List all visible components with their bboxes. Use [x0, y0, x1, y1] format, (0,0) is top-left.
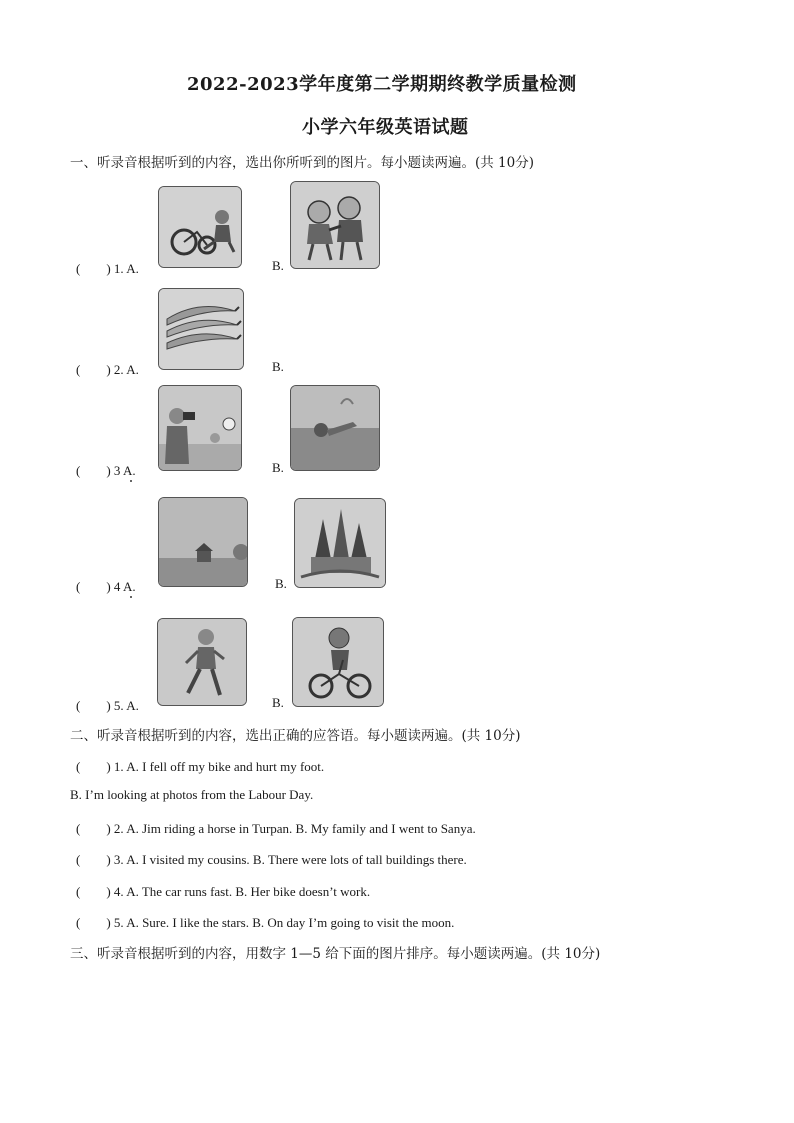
part1-q5-b: B. [272, 695, 284, 710]
part2-q5: ( ) 5. A. Sure. I like the stars. B. On day I’m going to visit the moon. [76, 915, 455, 930]
part1-q1-label: ( ) 1. A. [76, 261, 139, 276]
section-two-heading: 二、听录音根据听到的内容，选出正确的应答语。每小题读两遍。(共 10分) [70, 728, 521, 744]
page-title: 2022-2023学年度第二学期期终教学质量检测 [187, 74, 577, 95]
cyclist-icon [292, 617, 384, 707]
part2-q1-b: B. I’m looking at photos from the Labour Day. [70, 787, 314, 802]
part1-q4-label: ( ) 4 A. [76, 579, 136, 594]
scan-speck [130, 596, 132, 598]
kids-fighting-icon [290, 181, 380, 269]
bike-fall-icon [158, 186, 242, 268]
part1-q3-b: B. [272, 460, 284, 475]
field-house-icon [158, 497, 248, 587]
castle-icon [294, 498, 386, 588]
runner-icon [157, 618, 247, 706]
part1-q5-label: ( ) 5. A. [76, 698, 139, 713]
section-three-heading: 三、听录音根据听到的内容，用数字 1—5 给下面的图片排序。每小题读两遍。(共 10分) [70, 946, 601, 962]
part1-q4-b: B. [275, 576, 287, 591]
part2-q4: ( ) 4. A. The car runs fast. B. Her bike doesn’t work. [76, 884, 371, 899]
part2-q2: ( ) 2. A. Jim riding a horse in Turpan. B. My family and I went to Sanya. [76, 821, 476, 836]
section-one-heading: 一、听录音根据听到的内容，选出你所听到的图片。每小题读两遍。(共 10分) [70, 155, 535, 171]
scan-speck [130, 480, 132, 482]
part2-q3: ( ) 3. A. I visited my cousins. B. There were lots of tall buildings there. [76, 852, 467, 867]
bananas-icon [158, 288, 244, 370]
part2-q1: ( ) 1. A. I fell off my bike and hurt my foot. [76, 759, 325, 774]
part1-q1-b: B. [272, 258, 284, 273]
page-subtitle: 小学六年级英语试题 [302, 117, 469, 138]
part1-q2-label: ( ) 2. A. [76, 362, 139, 377]
photographer-icon [158, 385, 242, 471]
boy-in-water-icon [290, 385, 380, 471]
part1-q3-label: ( ) 3 A. [76, 463, 136, 478]
part1-q2-b: B. [272, 359, 284, 374]
